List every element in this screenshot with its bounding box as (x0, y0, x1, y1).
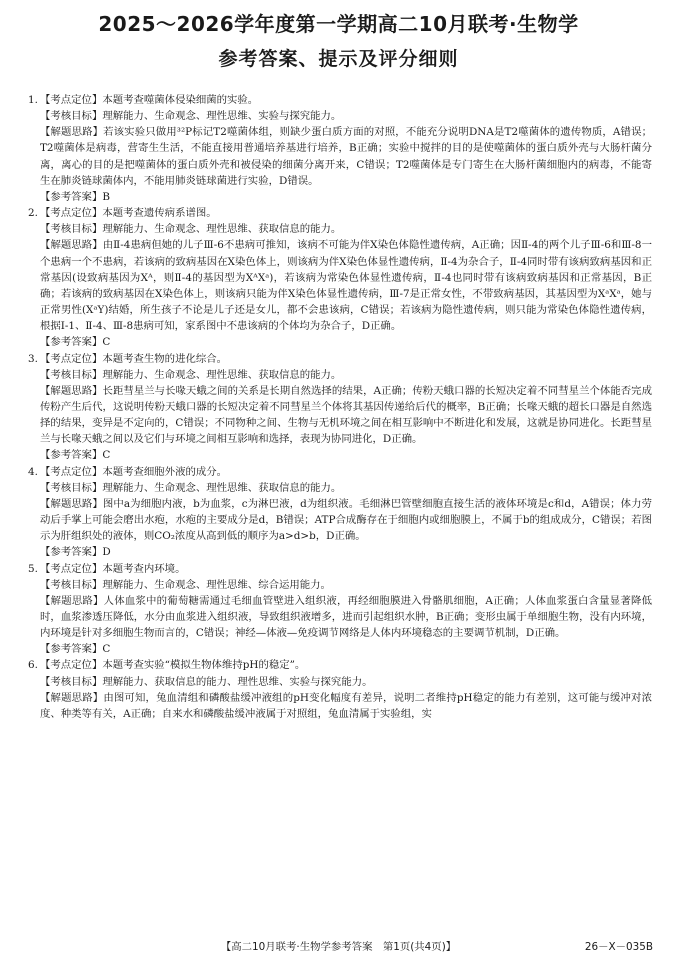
question-line: 【解题思路】人体血浆中的葡萄糖需通过毛细血管壁进入组织液，再经细胞膜进入骨骼肌细胞，A正确；人体血浆蛋白含量显著降低时，血浆渗透压降低，水分由血浆进入组织液，导致组织液增多，进而引起组织水肿，B正确；变形虫属于单细胞生物，没有内环境，内环境是针对多细胞生物而言的，C错误；神经—体液—免疫调节网络是人体内环境稳态的主要调节机制，D正确。 (40, 594, 652, 640)
question-line: 【考点定位】本题考查内环境。 (40, 562, 186, 575)
question-line: 【考核目标】理解能力、获取信息的能力、理性思维、实验与探究能力。 (40, 675, 373, 688)
question-line: 【解题思路】长距彗星兰与长喙天蛾之间的关系是长期自然选择的结果，A正确；传粉天蛾口器的长短决定着不同彗星兰个体能否完成传粉产生后代，这说明传粉天蛾口器的长短决定着不同彗星兰个体将其基因传递给后代的概率，B正确；长喙天蛾的超长口器是自然选择的结果，变异是不定向的，C错误；不同物种之间、生物与无机环境之间在相互影响中不断进化和发展，这就是协同进化。长距彗星兰与长喙天蛾之间以及它们与环境之间相互影响和选择，表现为协同进化，D正确。 (40, 384, 652, 446)
question-6 (28, 657, 652, 722)
question-number: 2. (28, 207, 38, 220)
page-title: 2025～2026学年度第一学期高二10月联考·生物学 (98, 12, 579, 36)
question-line: 【考核目标】理解能力、生命观念、理性思维、获取信息的能力。 (40, 481, 342, 494)
question-number: 6. (28, 659, 38, 672)
question-line: 【解题思路】由图可知，兔血清组和磷酸盐缓冲液组的pH变化幅度有差异，说明二者维持pH稳定的能力有差别，这可能与缓冲对浓度、种类等有关，A正确；自来水和磷酸盐缓冲液属于对照组，兔血清属于实验组，实 (40, 691, 652, 720)
question-line: 【考点定位】本题考查细胞外液的成分。 (40, 465, 228, 478)
question-line: 【考核目标】理解能力、生命观念、理性思维、实验与探究能力。 (40, 110, 342, 123)
question-number: 1. (28, 94, 38, 106)
question-line: 【考点定位】本题考查实验“模拟生物体维持pH的稳定”。 (40, 659, 306, 672)
question-line: 【解题思路】图中a为细胞内液，b为血浆，c为淋巴液，d为组织液。毛细淋巴管壁细胞直接生活的液体环境是c和d，A错误；体力劳动后手掌上可能会磨出水疱，水疱的主要成分是d，B错误；ATP合成酶存在于细胞内或细胞膜上，不属于b的组成成分，C错误；若图示为肝组织处的液体，则CO₂浓度从高到低的顺序为a>d>b，D正确。 (40, 497, 652, 543)
question-line: 【考点定位】本题考查生物的进化综合。 (40, 352, 228, 365)
page-footer (0, 938, 677, 954)
answer-line: 【参考答案】D (40, 546, 111, 559)
question-line: 【考核目标】理解能力、生命观念、理性思维、获取信息的能力。 (40, 223, 342, 236)
question-1 (28, 92, 652, 205)
question-line: 【考点定位】本题考查噬菌体侵染细菌的实验。 (40, 94, 259, 106)
question-number: 3. (28, 352, 38, 365)
question-4 (28, 464, 652, 561)
question-2 (28, 205, 652, 350)
question-line: 【考核目标】理解能力、生命观念、理性思维、获取信息的能力。 (40, 368, 342, 381)
answer-line: 【参考答案】C (40, 449, 111, 462)
page-subtitle: 参考答案、提示及评分细则 (218, 48, 459, 70)
answer-line: 【参考答案】B (40, 190, 110, 203)
question-line: 【解题思路】若该实验只做用³²P标记T2噬菌体组，则缺少蛋白质方面的对照，不能充分说明DNA是T2噬菌体的遗传物质，A错误；T2噬菌体是病毒，营寄生生活，不能直接用普通培养基进行培养，B正确；实验中搅拌的目的是使噬菌体的蛋白质外壳与大肠杆菌分离，离心的目的是把噬菌体的蛋白质外壳和被侵染的细菌分离开来，C错误；T2噬菌体是专门寄生在大肠杆菌细胞内的病毒，不能寄生在肺炎链球菌体内，不能用肺炎链球菌进行实验，D错误。 (40, 126, 652, 187)
question-line: 【解题思路】由Ⅱ-4患病但她的儿子Ⅲ-6不患病可推知，该病不可能为伴X染色体隐性遗传病，A正确；因Ⅱ-4的两个儿子Ⅲ-6和Ⅲ-8一个患病一个不患病，若该病的致病基因在X染色体上，则该病为伴X染色体显性遗传病，Ⅱ-4为杂合子，Ⅱ-4同时带有该病致病基因和正常基因(设致病基因为Xᴬ，则Ⅱ-4的基因型为XᴬXᵃ)，若该病为常染色体显性遗传病，Ⅱ-4也同时带有该病致病基因和正常基因，B正确；若该病的致病基因在X染色体上，则该病只能为伴X染色体显性遗传病，Ⅲ-7是正常女性，不带致病基因，其基因型为XᵃXᵃ，她与正常男性(XᵃY)结婚，所生孩子不论是儿子还是女儿，都不会患该病，C错误；若该病为隐性遗传病，则只能为常染色体隐性遗传病，根据Ⅰ-1、Ⅱ-4、Ⅲ-8患病可知，家系图中不患该病的个体均为杂合子，D正确。 (40, 239, 652, 333)
answer-line: 【参考答案】C (40, 643, 111, 656)
answer-line: 【参考答案】C (40, 336, 111, 349)
question-number: 5. (28, 562, 38, 575)
footer-code: 26－X－035B (584, 941, 653, 953)
question-number: 4. (28, 465, 38, 478)
question-line: 【考点定位】本题考查遗传病系谱图。 (40, 207, 217, 220)
question-5 (28, 561, 652, 658)
answer-list (28, 92, 652, 722)
question-3 (28, 351, 652, 464)
question-line: 【考核目标】理解能力、生命观念、理性思维、综合运用能力。 (40, 578, 331, 591)
footer-page-info: 【高二10月联考·生物学参考答案 第1页(共4页)】 (220, 941, 457, 953)
